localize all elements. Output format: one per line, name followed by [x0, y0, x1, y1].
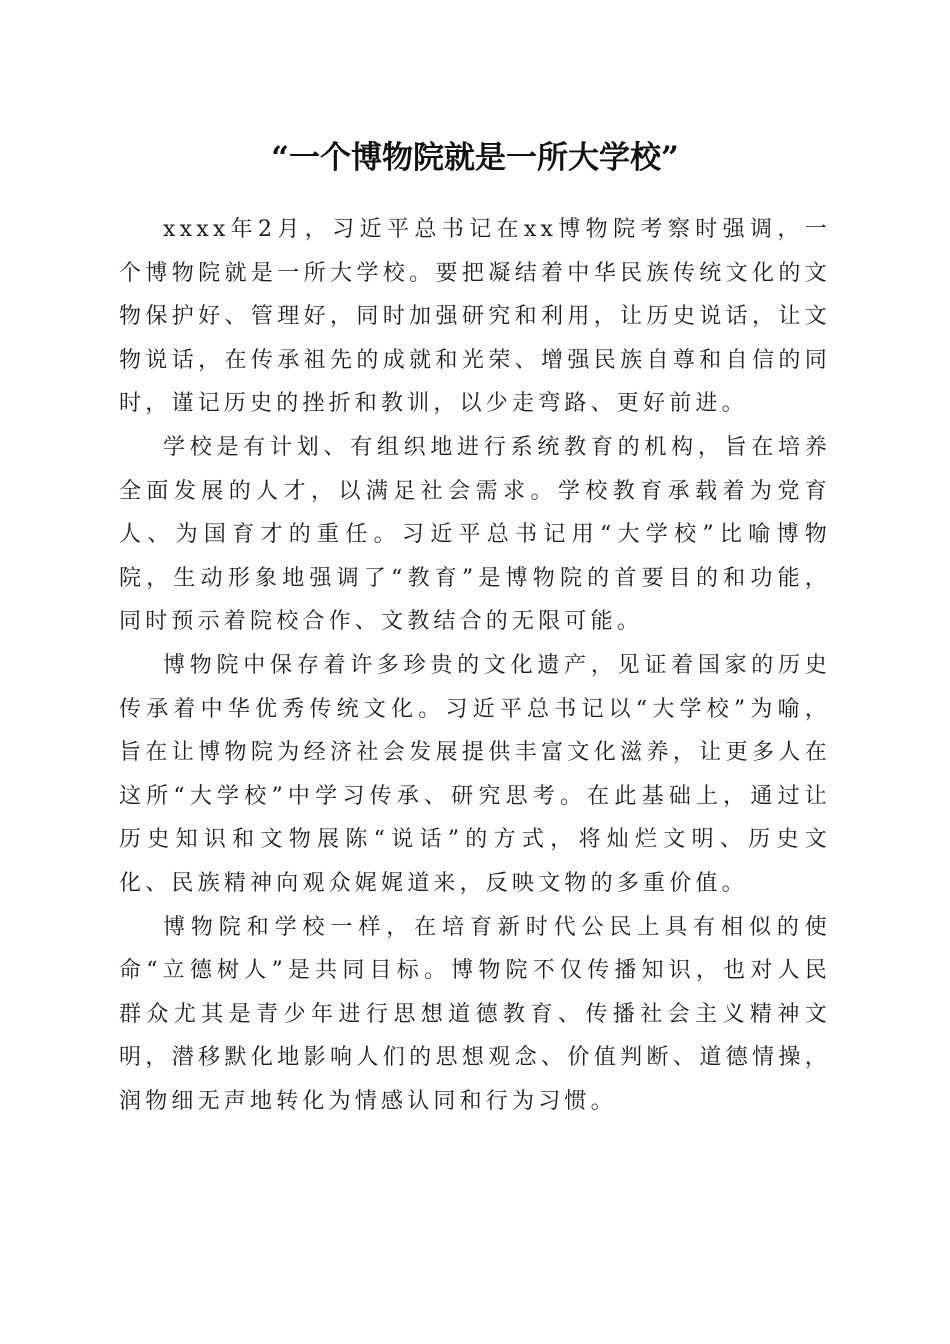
paragraph-2: 学校是有计划、有组织地进行系统教育的机构，旨在培养全面发展的人才，以满足社会需求。学校教育承载着为党育人、为国育才的重任。习近平总书记用“大学校”比喻博物院，生动形象地强调了“教育”是博物院的首要目的和功能，同时预示着院校合作、文教结合的无限可能。 [119, 434, 831, 635]
paragraph-3: 博物院中保存着许多珍贵的文化遗产，见证着国家的历史传承着中华优秀传统文化。习近平总书记以“大学校”为喻，旨在让博物院为经济社会发展提供丰富文化滋养，让更多人在这所“大学校”中学习传承、研究思考。在此基础上，通过让历史知识和文物展陈“说话”的方式，将灿烂文明、历史文化、民族精神向观众娓娓道来，反映文物的多重价值。 [119, 652, 831, 896]
document-body [119, 208, 831, 1123]
document-title: “一个博物院就是一所大学校” [271, 140, 679, 176]
paragraph-1: xxxx年2月，习近平总书记在xx博物院考察时强调，一个博物院就是一所大学校。要把凝结着中华民族传统文化的文物保护好、管理好，同时加强研究和利用，让历史说话，让文物说话，在传承祖先的成就和光荣、增强民族自尊和自信的同时，谨记历史的挫折和教训，以少走弯路、更好前进。 [119, 217, 831, 417]
paragraph-4: 博物院和学校一样，在培育新时代公民上具有相似的使命“立德树人”是共同目标。博物院不仅传播知识，也对人民群众尤其是青少年进行思想道德教育、传播社会主义精神文明，潜移默化地影响人们的思想观念、价值判断、道德情操，润物细无声地转化为情感认同和行为习惯。 [119, 914, 831, 1114]
